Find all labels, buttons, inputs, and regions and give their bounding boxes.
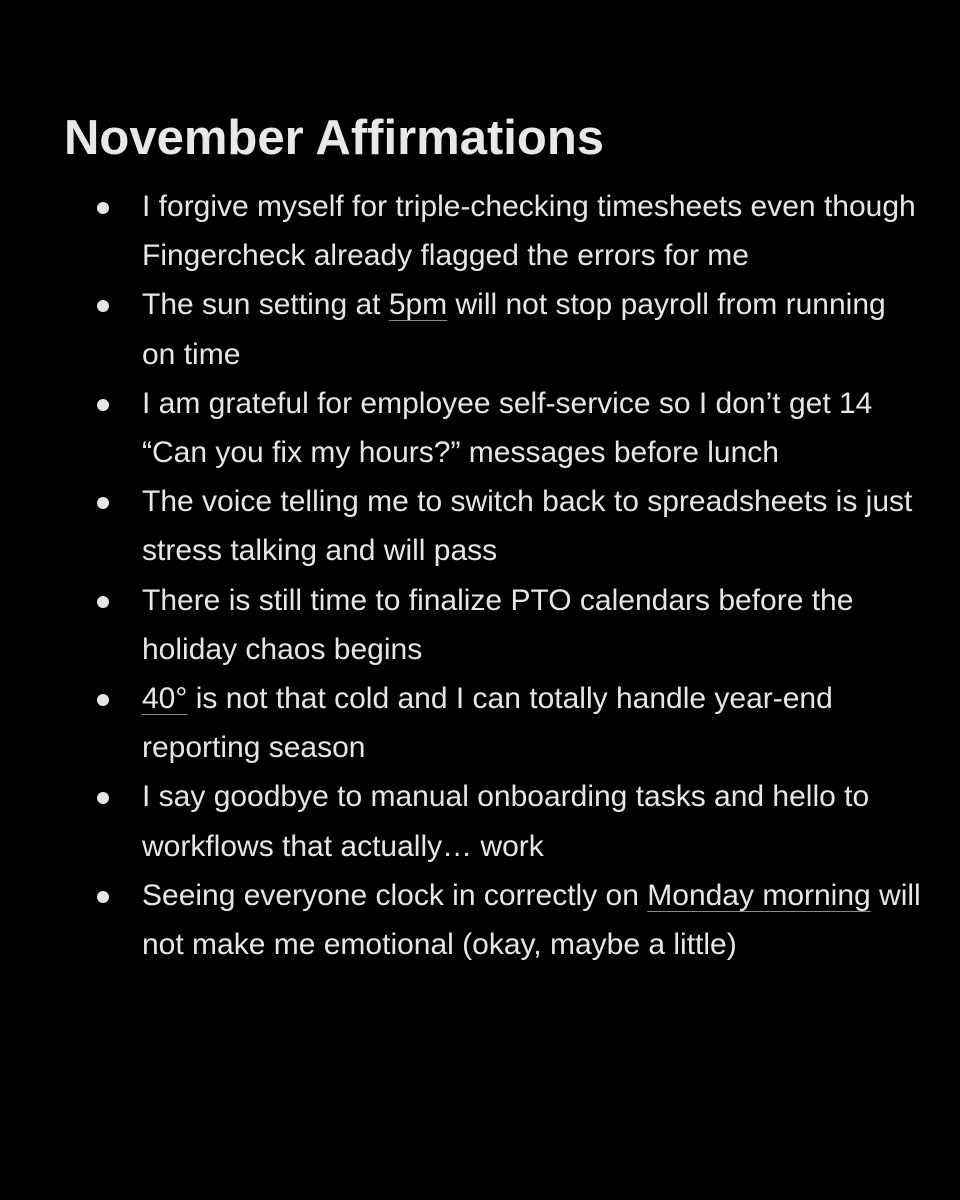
bullet-icon [97,497,109,509]
bullet-icon [97,792,109,804]
affirmations-note [64,108,924,969]
bullet-icon [97,300,109,312]
list-item [64,182,924,280]
bullet-icon [97,694,109,706]
temperature-link[interactable]: 40° [142,682,188,716]
item-text: I forgive myself for triple-checking timesheets even though Fingercheck already flagged the errors for me [142,190,916,273]
item-text: I am grateful for employee self-service so I don’t get 14 “Can you fix my hours?” messages before lunch [142,386,873,470]
item-text: is not that cold and I can totally handle year-end reporting season [142,682,833,765]
item-text: Seeing everyone clock in correctly on [142,878,648,912]
list-item [64,674,924,772]
list-item [64,871,924,969]
item-text: will not stop payroll from running on time [142,288,886,371]
list-item [64,280,924,378]
affirmations-list [64,182,924,969]
date-link[interactable]: Monday morning [647,878,871,912]
bullet-icon [97,891,109,903]
list-item [64,477,924,575]
list-item [64,772,924,870]
item-text: The sun setting at [142,288,389,322]
bullet-icon [97,596,109,608]
time-link[interactable]: 5pm [388,288,448,322]
list-item [64,576,924,674]
item-text: I say goodbye to manual onboarding tasks and hello to workflows that actually… work [142,780,870,863]
item-text: The voice telling me to switch back to spreadsheets is just stress talking and will pass [142,485,913,568]
note-title: November Affirmations [64,111,605,165]
item-text: There is still time to finalize PTO calendars before the holiday chaos begins [142,583,854,666]
list-item [64,379,924,477]
bullet-icon [97,202,109,214]
bullet-icon [97,399,109,411]
item-text: will not make me emotional (okay, maybe a little) [142,878,921,962]
